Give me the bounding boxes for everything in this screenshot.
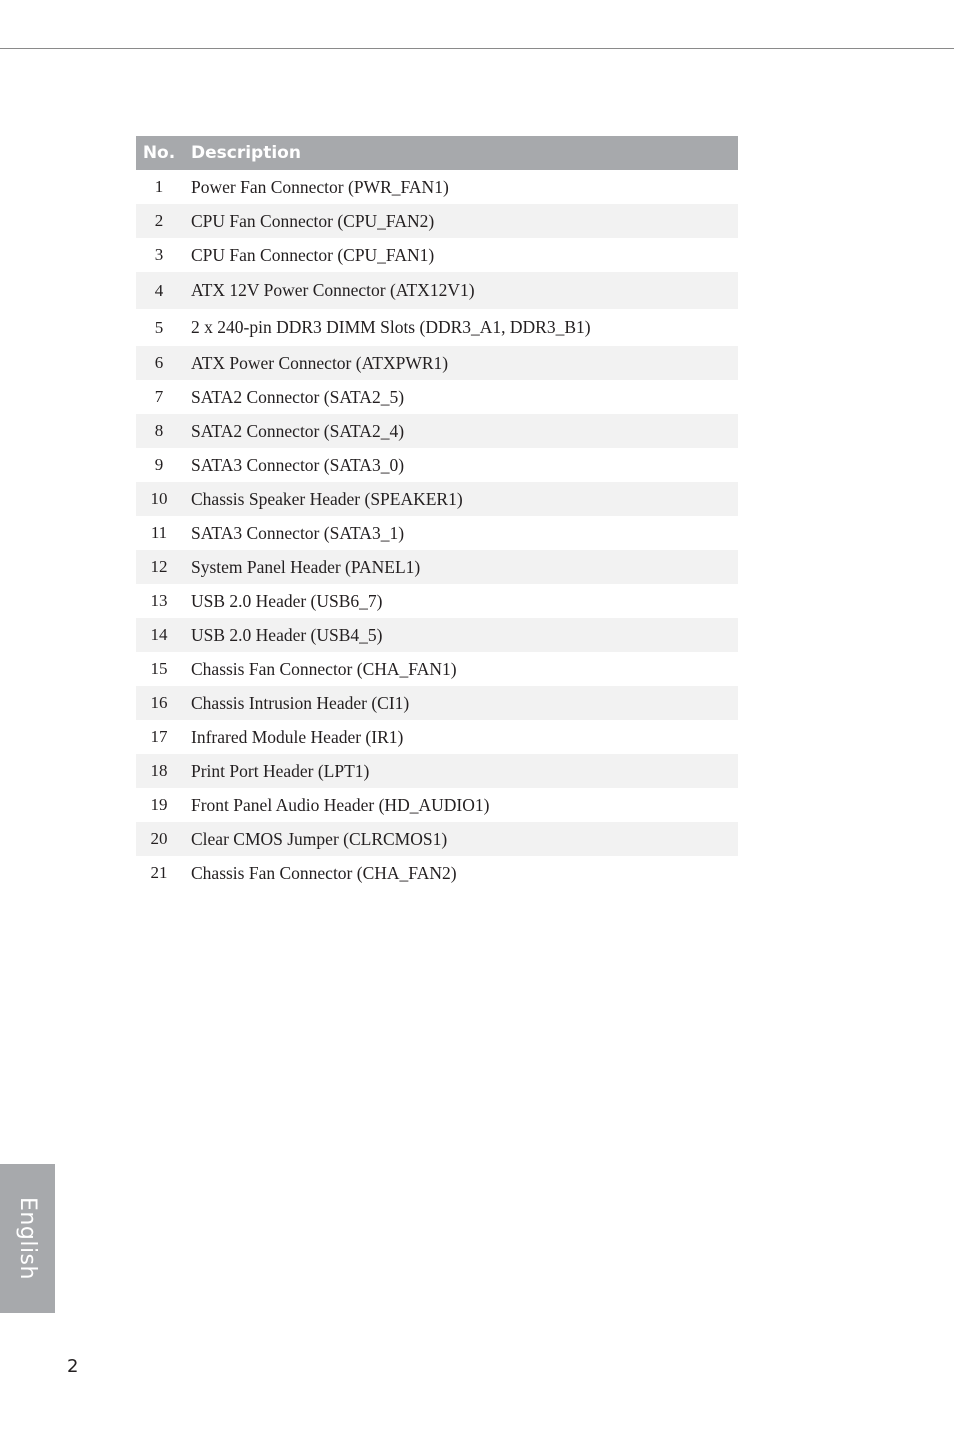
table-row	[136, 516, 738, 550]
row-number: 19	[150, 795, 168, 814]
row-description: System Panel Header (PANEL1)	[191, 556, 421, 577]
row-number: 6	[154, 353, 164, 372]
row-description: Chassis Speaker Header (SPEAKER1)	[191, 488, 463, 509]
row-number: 1	[154, 177, 164, 196]
table-row	[136, 204, 738, 238]
top-rule	[0, 48, 954, 49]
table-header	[136, 136, 738, 170]
row-number: 18	[150, 761, 168, 780]
table-row	[136, 856, 738, 890]
table-row	[136, 788, 738, 822]
table-row	[136, 686, 738, 720]
row-description: Infrared Module Header (IR1)	[191, 726, 404, 747]
table-row	[136, 380, 738, 414]
row-description: CPU Fan Connector (CPU_FAN1)	[191, 244, 435, 265]
row-description: SATA2 Connector (SATA2_4)	[191, 420, 405, 441]
table-row	[136, 652, 738, 686]
table-row	[136, 170, 738, 204]
language-tab	[0, 1164, 55, 1313]
row-number: 3	[154, 245, 164, 264]
row-number: 2	[154, 211, 164, 230]
row-description: USB 2.0 Header (USB6_7)	[191, 590, 383, 611]
row-number: 7	[154, 387, 164, 406]
table-row	[136, 238, 738, 272]
table-row	[136, 482, 738, 516]
table-row	[136, 346, 738, 380]
header-description: Description	[191, 143, 301, 163]
table-row	[136, 618, 738, 652]
row-description: Clear CMOS Jumper (CLRCMOS1)	[191, 828, 448, 849]
language-label: English	[15, 1197, 41, 1280]
table-row	[136, 720, 738, 754]
row-number: 10	[150, 489, 168, 508]
row-description: SATA3 Connector (SATA3_0)	[191, 454, 405, 475]
row-number: 14	[150, 625, 168, 644]
row-number: 5	[154, 317, 164, 337]
row-description: Power Fan Connector (PWR_FAN1)	[191, 176, 449, 197]
row-number: 13	[150, 591, 168, 610]
table-row	[136, 414, 738, 448]
row-number: 20	[150, 829, 168, 848]
row-description: Chassis Fan Connector (CHA_FAN1)	[191, 658, 457, 679]
description-table	[136, 136, 738, 890]
row-number: 17	[150, 727, 168, 746]
header-no: No.	[142, 143, 176, 163]
row-number: 12	[150, 557, 168, 576]
row-description: SATA3 Connector (SATA3_1)	[191, 522, 405, 543]
row-description: Print Port Header (LPT1)	[191, 760, 370, 781]
row-description: Chassis Intrusion Header (CI1)	[191, 692, 410, 713]
row-number: 16	[150, 693, 168, 712]
table-row	[136, 754, 738, 788]
row-number: 8	[154, 421, 164, 440]
table-row	[136, 822, 738, 856]
row-description: SATA2 Connector (SATA2_5)	[191, 386, 405, 407]
row-description: USB 2.0 Header (USB4_5)	[191, 624, 383, 645]
table-row	[136, 309, 738, 346]
row-description: ATX Power Connector (ATXPWR1)	[191, 352, 449, 373]
row-description: Chassis Fan Connector (CHA_FAN2)	[191, 862, 457, 883]
page-number: 2	[67, 1356, 79, 1377]
row-description: 2 x 240-pin DDR3 DIMM Slots (DDR3_A1, DDR3_B1)	[191, 317, 591, 337]
row-number: 21	[150, 863, 168, 882]
row-description: CPU Fan Connector (CPU_FAN2)	[191, 210, 435, 231]
row-number: 11	[150, 523, 168, 542]
row-number: 9	[154, 455, 164, 474]
row-number: 4	[154, 280, 164, 300]
table-row	[136, 584, 738, 618]
row-number: 15	[150, 659, 168, 678]
table-row	[136, 550, 738, 584]
table-row	[136, 448, 738, 482]
row-description: ATX 12V Power Connector (ATX12V1)	[191, 280, 475, 300]
table-row	[136, 272, 738, 309]
row-description: Front Panel Audio Header (HD_AUDIO1)	[191, 794, 490, 815]
